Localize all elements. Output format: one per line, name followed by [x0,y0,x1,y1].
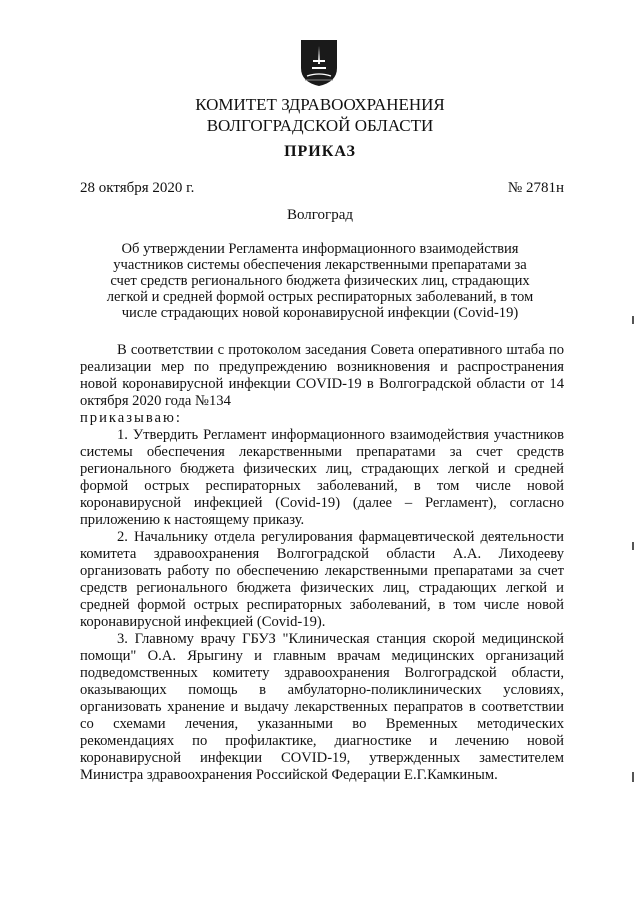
scan-edge-mark [632,542,634,550]
scan-edge-mark [632,772,634,782]
coat-of-arms-emblem [299,38,339,88]
order-item-1: 1. Утвердить Регламент информационного взаимодействия участников системы обеспечения лекарственными препаратами за счет средств регионального бюджета физических лиц, страдающих легкой и средней формой острых респираторных заболеваний, в том числе новой коронавирусной инфекцией (Covid-19) (далее – Регламент), согласно приложению к настоящему приказу. [80,427,564,528]
document-city: Волгоград [286,207,353,223]
document-title: Об утверждении Регламента информационного взаимодействия участников системы обеспечения лекарственными препаратами за счет средств регионального бюджета физических лиц, страдающих легкой и средней формой острых респираторных заболеваний, в том числе страдающих новой коронавирусной инфекции (Covid-19) [106,241,534,321]
order-item-3: 3. Главному врачу ГБУЗ "Клиническая станция скорой медицинской помощи" О.А. Ярыгину и главным врачам медицинских организаций подведомственных комитету здравоохранения Волгоградской области, оказывающих помощь в амбулаторно-поликлинических условиях, организовать хранение и выдачу лекарственных перапратов в соответствии со схемами лечения, указанными во Временных методических рекомендациях по профилактике, диагностике и лечению новой коронавирусной инфекции COVID-19, утвержденных заместителем Министра здравоохранения Российской Федерации Е.Г.Камкиным. [80,631,564,783]
org-name-line2: ВОЛГОГРАДСКОЙ ОБЛАСТИ [206,116,434,135]
org-name-line1: КОМИТЕТ ЗДРАВООХРАНЕНИЯ [195,95,445,114]
scan-edge-mark [632,316,634,324]
document-body [80,342,564,784]
document-type: ПРИКАЗ [284,143,356,160]
order-word: приказываю: [80,410,182,426]
order-item-2: 2. Начальнику отдела регулирования фармацевтической деятельности комитета здравоохранения Волгоградской области А.А. Лиходееву организовать работу по обеспечению лекарственными препаратами за счет средств регионального бюджета физических лиц, страдающих легкой и средней формой острых респираторных заболеваний, в том числе новой коронавирусной инфекцией (Covid-19). [80,529,564,630]
document-date: 28 октября 2020 г. [80,180,195,196]
preamble-paragraph: В соответствии с протоколом заседания Совета оперативного штаба по реализации мер по предупреждению возникновения и распространения новой коронавирусной инфекции COVID-19 в Волгоградской области от 14 октября 2020 года №134 [80,342,564,409]
document-number: № 2781н [507,180,564,196]
